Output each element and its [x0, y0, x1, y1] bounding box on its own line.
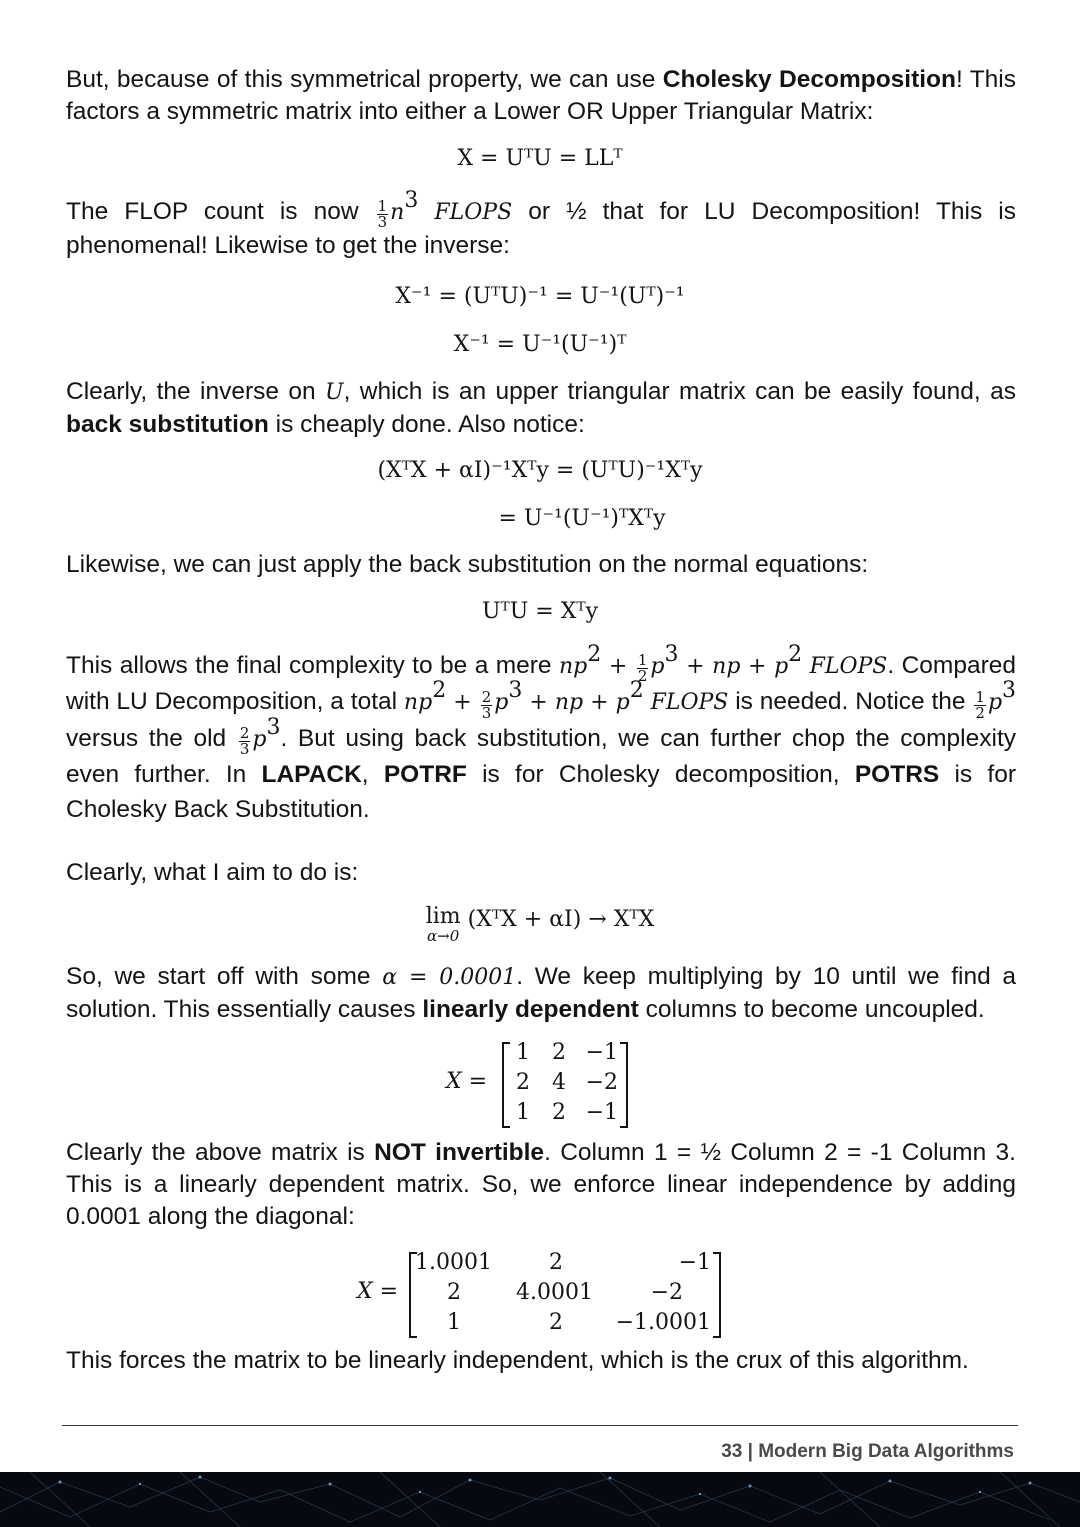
- matrix-cell: 2: [552, 1100, 566, 1125]
- fraction-two-thirds: $\frac{2}{3}$: [481, 687, 492, 722]
- paragraph-not-invertible: Clearly the above matrix is NOT invertible. Column 1 = ½ Column 2 = -1 Column 3. This is a linearly dependent matrix. So, we enforce linear independence by adding 0.0001 along the diagonal:: [66, 1139, 1016, 1230]
- matrix-cell: 4.0001: [516, 1280, 593, 1305]
- matrix-cell: −2: [585, 1070, 618, 1095]
- term-not-invertible: NOT invertible: [374, 1139, 545, 1166]
- matrix-cell: 2: [516, 1070, 530, 1095]
- matrix-cell: 4: [552, 1070, 566, 1095]
- term-potrf: POTRF: [383, 760, 467, 788]
- equation-cholesky: X = UᵀU = LLᵀ: [457, 146, 623, 171]
- paragraph-cholesky-intro: But, because of this symmetrical property, we can use Cholesky Decomposition! This factors a symmetric matrix into either a Lower OR Upper Triangular Matrix:: [66, 66, 1016, 125]
- matrix-cell: 1.0001: [415, 1250, 492, 1275]
- page-footer: 33 | Modern Big Data Algorithms: [721, 1441, 1014, 1462]
- matrix-cell: 2: [549, 1250, 563, 1275]
- matrix-cell: 2: [549, 1310, 563, 1335]
- matrix-cell: 1: [516, 1100, 530, 1125]
- term-cholesky: Cholesky Decomposition: [662, 66, 956, 93]
- matrix-cell: −1: [678, 1250, 711, 1275]
- limit-operator: lim α→0: [425, 904, 461, 945]
- paragraph-alpha: So, we start off with some α = 0.0001. We keep multiplying by 10 until we find a solution. This essentially causes linearly dependent columns to become uncoupled.: [66, 963, 1017, 1023]
- paragraph-normal-equations: Likewise, we can just apply the back substitution on the normal equations:: [66, 551, 869, 578]
- matrix-cell: 2: [447, 1280, 461, 1305]
- equation-inverse-2: X⁻¹ = U⁻¹(U⁻¹)ᵀ: [453, 332, 627, 357]
- matrix-cell: 1: [447, 1310, 461, 1335]
- right-bracket: [620, 1042, 628, 1128]
- fraction-two-thirds-2: $\frac{2}{3}$: [239, 723, 250, 758]
- matrix-singular: [446, 1040, 646, 1132]
- network-graphic: [0, 1472, 1080, 1527]
- footer-divider: [62, 1425, 1018, 1426]
- matrix-cell: −2: [650, 1280, 683, 1305]
- matrix-cell: 2: [552, 1040, 566, 1065]
- paragraph-back-substitution: Clearly, the inverse on U, which is an upper triangular matrix can be easily found, as back substitution is cheaply done. Also notice:: [66, 378, 1016, 438]
- term-back-substitution: back substitution: [66, 411, 269, 438]
- matrix-cell: −1: [585, 1040, 618, 1065]
- paragraph-complexity: This allows the final complexity to be a mere $np^2$ + $\frac{1}{2}$ $p^3$ + np + $p^2$ FLOPS. Compared with LU Decomposition, a total $np^2$ + $\frac{2}{3}$ $p^3$ + np + $p^2$ FLOPS is needed. Notice the $\frac{1}{2}$ $p^3$ versus the old $\frac{2}{3}$ $p^3$. But using back substitution, we can further chop the complexity even further. In LAPACK, POTRF is for Cholesky decomposition, POTRS is for Cholesky Back Substitution.: [66, 641, 1017, 823]
- fraction-one-half-2: $\frac{1}{2}$: [975, 687, 985, 722]
- equation-inverse-1: X⁻¹ = (UᵀU)⁻¹ = U⁻¹(Uᵀ)⁻¹: [395, 284, 685, 309]
- paragraph-flop-count: The FLOP count is now $\frac{1}{3}$ $n^3$ FLOPS or ½ that for LU Decomposition! This is phenomenal! Likewise to get the inverse:: [66, 187, 1016, 260]
- decorative-network-band: [0, 1472, 1080, 1527]
- matrix-regularized: [357, 1250, 737, 1342]
- fraction-one-third: $\frac{1}{3}$: [377, 197, 388, 232]
- equation-ridge-1: (XᵀX + αI)⁻¹Xᵀy = (UᵀU)⁻¹Xᵀy: [377, 458, 703, 483]
- equation-normal: UᵀU = Xᵀy: [481, 599, 599, 624]
- paragraph-aim: Clearly, what I aim to do is:: [66, 859, 359, 886]
- matrix-label: X =: [357, 1279, 399, 1304]
- matrix-cell: 1: [516, 1040, 530, 1065]
- paragraph-conclusion: This forces the matrix to be linearly independent, which is the crux of this algorithm.: [66, 1347, 969, 1374]
- term-linearly-dependent: linearly dependent: [422, 996, 639, 1023]
- matrix-cell: −1: [585, 1100, 618, 1125]
- matrix-label: X =: [446, 1069, 488, 1094]
- term-lapack: LAPACK: [261, 760, 362, 788]
- matrix-cell: −1.0001: [615, 1310, 711, 1335]
- equation-ridge-2: = U⁻¹(U⁻¹)ᵀXᵀy: [498, 506, 666, 531]
- fraction-one-half: $\frac{1}{2}$: [637, 651, 648, 686]
- right-bracket: [713, 1252, 721, 1338]
- equation-limit: lim α→0 (XᵀX + αI) → XᵀX: [425, 904, 655, 945]
- term-potrs: POTRS: [854, 760, 940, 788]
